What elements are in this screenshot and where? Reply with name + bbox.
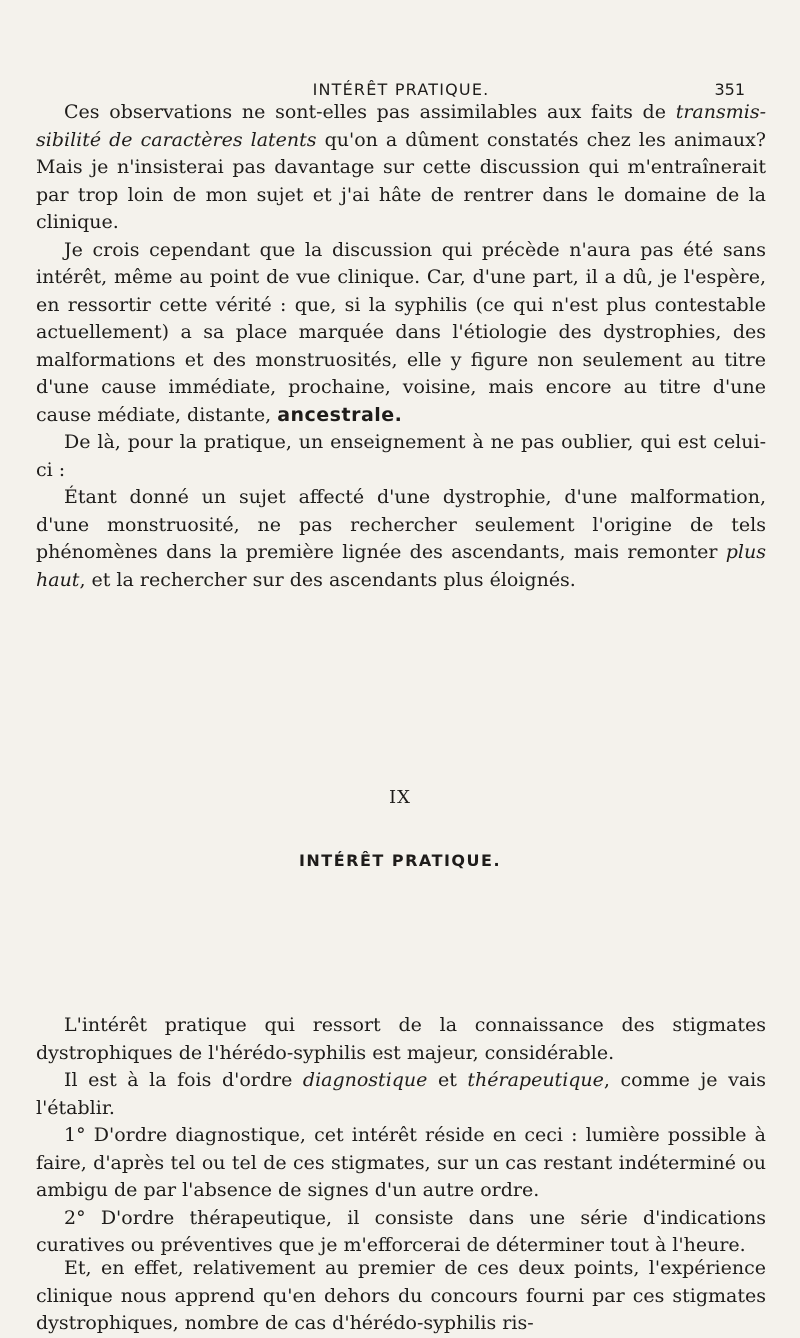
chapter-body [36, 1012, 766, 1260]
paragraph [36, 1067, 766, 1122]
paragraph: Et, en effet, relativement au premier de ces deux points, l'expérience clinique nous apprend qu'en dehors du concours fourni par ces stigmates dystrophiques, nombre de cas d'hérédo-syphilis ris- [36, 1257, 766, 1334]
italic-phrase: thérapeutique [467, 1069, 604, 1091]
paragraph: 1° D'ordre diagnostique, cet intérêt réside en ceci : lumière possible à faire, d'après tel ou tel de ces stigmates, sur un cas restant indéterminé ou ambigu de par l'absence de signes d'un autre ordre. [36, 1124, 766, 1201]
paragraph [36, 484, 766, 594]
paragraph: L'intérêt pratique qui ressort de la connaissance des stigmates dystrophiques de l'hérédo-syphilis est majeur, considérable. [36, 1014, 766, 1064]
closing-section [36, 1255, 766, 1338]
chapter-title: INTÉRÊT PRATIQUE. [298, 851, 502, 870]
page-number: 351 [714, 80, 745, 99]
italic-phrase: diagnostique [302, 1069, 428, 1091]
text-run: Il est à la fois d'ordre [64, 1069, 303, 1091]
running-head: INTÉRÊT PRATIQUE. [312, 80, 490, 99]
text-run: Étant donné un sujet affecté d'une dystrophie, d'une malformation, d'une monstruosité, ne pas rechercher seulement l'origine de tels phénomènes dans la première lignée des ascendants, mais remonter [36, 486, 766, 563]
paragraph: De là, pour la pratique, un enseignement à ne pas oublier, qui est celui-ci : [36, 431, 766, 481]
chapter-number: IX [389, 787, 411, 808]
paragraph [36, 237, 766, 430]
text-run: , comme je vais l'établir. [36, 1069, 766, 1119]
text-run: et [427, 1069, 468, 1091]
paragraph: 2° D'ordre thérapeutique, il consiste dans une série d'indications curatives ou préventives que je m'efforcerai de déterminer tout à l'heure. [36, 1206, 766, 1256]
paragraph [36, 99, 766, 237]
text-run: Ces observations ne sont-elles pas assimilables aux faits de [64, 101, 676, 123]
text-run: , et la rechercher sur des ascendants plus éloignés. [79, 568, 576, 591]
bold-word: ancestrale. [277, 403, 403, 426]
italic-phrase: transmis-sibilité de caractères latents [36, 101, 766, 151]
section-before-chapter [36, 99, 766, 594]
text-run: Je crois cependant que la discussion qui précède n'aura pas été sans intérêt, même au point de vue clinique. Car, d'une part, il a dû, je l'espère, en ressortir cette vérité : que, si la syphilis (ce qui n'est plus contestable actuellement) a sa place marquée dans l'étiologie des dystrophies, des malformations et des monstruosités, elle y figure non seulement au titre d'une cause immédiate, prochaine, voisine, mais encore au titre d'une cause médiate, distante, [36, 238, 766, 426]
text-run: qu'on a dûment constatés chez les animaux? Mais je n'insisterai pas davantage sur cette discussion qui m'entraînerait par trop loin de mon sujet et j'ai hâte de rentrer dans le domaine de la clinique. [36, 128, 766, 233]
italic-phrase: plus haut [36, 541, 766, 591]
